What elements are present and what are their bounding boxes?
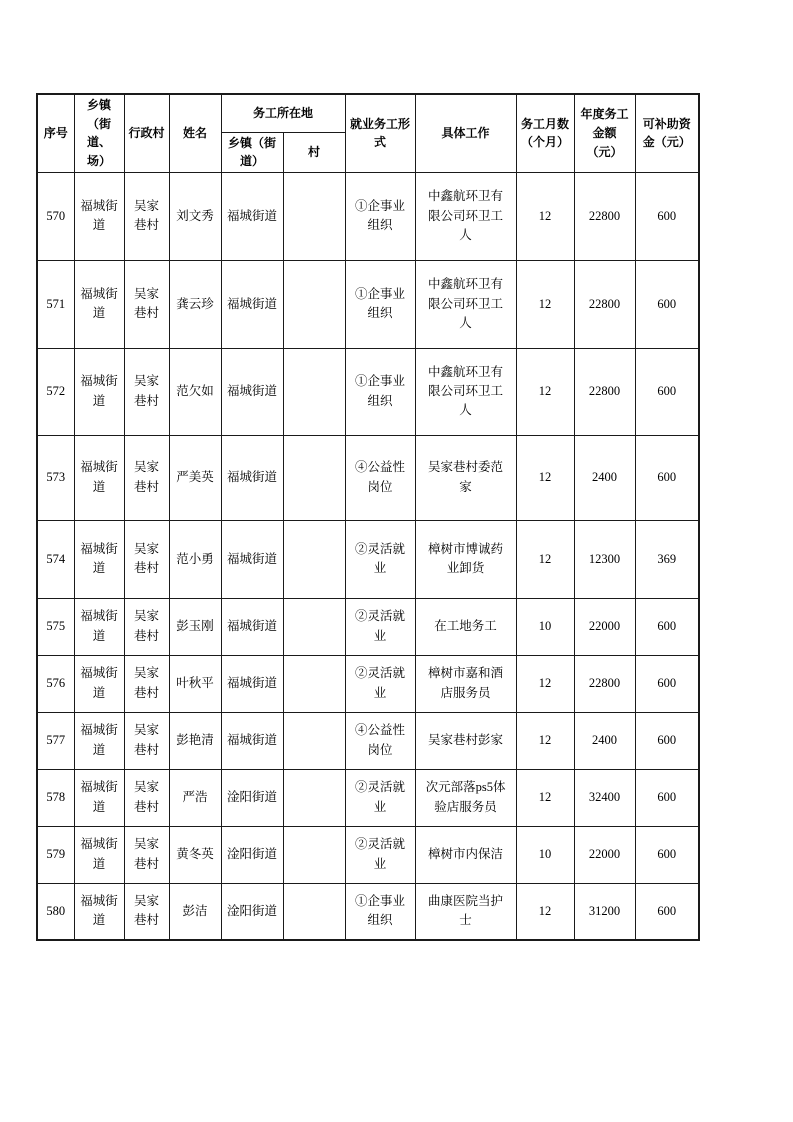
header-specific-work: 具体工作 bbox=[415, 94, 516, 172]
name-cell: 刘文秀 bbox=[169, 172, 221, 260]
annual-amount-cell: 22800 bbox=[574, 348, 635, 435]
employment-form-cell: ②灵活就业 bbox=[345, 520, 415, 598]
table-body bbox=[37, 172, 699, 940]
name-cell: 龚云珍 bbox=[169, 260, 221, 348]
table-row bbox=[37, 435, 699, 520]
subsidy-cell: 600 bbox=[635, 435, 699, 520]
employment-form-cell: ②灵活就业 bbox=[345, 769, 415, 826]
subsidy-cell: 600 bbox=[635, 598, 699, 655]
specific-work-cell: 吴家巷村彭家 bbox=[415, 712, 516, 769]
work-township-cell: 福城街道 bbox=[221, 598, 283, 655]
subsidy-cell: 369 bbox=[635, 520, 699, 598]
specific-work-cell: 樟树市内保洁 bbox=[415, 826, 516, 883]
specific-work-cell: 中鑫航环卫有限公司环卫工人 bbox=[415, 260, 516, 348]
admin-village-cell: 吴家巷村 bbox=[124, 826, 169, 883]
header-annual-amount: 年度务工金额（元） bbox=[574, 94, 635, 172]
work-township-cell: 福城街道 bbox=[221, 712, 283, 769]
annual-amount-cell: 22000 bbox=[574, 598, 635, 655]
township-cell: 福城街道 bbox=[74, 348, 124, 435]
table-row bbox=[37, 883, 699, 940]
seq-cell: 576 bbox=[37, 655, 74, 712]
employment-form-cell: ①企事业组织 bbox=[345, 260, 415, 348]
township-cell: 福城街道 bbox=[74, 172, 124, 260]
name-cell: 叶秋平 bbox=[169, 655, 221, 712]
admin-village-cell: 吴家巷村 bbox=[124, 883, 169, 940]
table-row bbox=[37, 260, 699, 348]
employment-form-cell: ①企事业组织 bbox=[345, 172, 415, 260]
work-village-cell bbox=[283, 712, 345, 769]
specific-work-cell: 次元部落ps5体验店服务员 bbox=[415, 769, 516, 826]
header-township: 乡镇（街道、场） bbox=[74, 94, 124, 172]
subsidy-cell: 600 bbox=[635, 655, 699, 712]
work-village-cell bbox=[283, 260, 345, 348]
admin-village-cell: 吴家巷村 bbox=[124, 435, 169, 520]
employment-form-cell: ①企事业组织 bbox=[345, 348, 415, 435]
header-employment-form: 就业务工形式 bbox=[345, 94, 415, 172]
specific-work-cell: 樟树市博诚药业卸货 bbox=[415, 520, 516, 598]
months-cell: 12 bbox=[516, 883, 574, 940]
employment-subsidy-table bbox=[36, 93, 700, 941]
work-village-cell bbox=[283, 883, 345, 940]
employment-form-cell: ②灵活就业 bbox=[345, 598, 415, 655]
work-village-cell bbox=[283, 435, 345, 520]
table-row bbox=[37, 826, 699, 883]
subsidy-cell: 600 bbox=[635, 348, 699, 435]
name-cell: 彭玉刚 bbox=[169, 598, 221, 655]
name-cell: 彭洁 bbox=[169, 883, 221, 940]
township-cell: 福城街道 bbox=[74, 260, 124, 348]
specific-work-cell: 中鑫航环卫有限公司环卫工人 bbox=[415, 172, 516, 260]
work-township-cell: 淦阳街道 bbox=[221, 826, 283, 883]
seq-cell: 575 bbox=[37, 598, 74, 655]
months-cell: 12 bbox=[516, 712, 574, 769]
annual-amount-cell: 22000 bbox=[574, 826, 635, 883]
work-village-cell bbox=[283, 826, 345, 883]
months-cell: 12 bbox=[516, 769, 574, 826]
header-work-township: 乡镇（街道） bbox=[221, 132, 283, 172]
subsidy-cell: 600 bbox=[635, 712, 699, 769]
name-cell: 黄冬英 bbox=[169, 826, 221, 883]
seq-cell: 577 bbox=[37, 712, 74, 769]
annual-amount-cell: 12300 bbox=[574, 520, 635, 598]
seq-cell: 580 bbox=[37, 883, 74, 940]
table-row bbox=[37, 348, 699, 435]
admin-village-cell: 吴家巷村 bbox=[124, 260, 169, 348]
township-cell: 福城街道 bbox=[74, 435, 124, 520]
admin-village-cell: 吴家巷村 bbox=[124, 598, 169, 655]
township-cell: 福城街道 bbox=[74, 655, 124, 712]
seq-cell: 579 bbox=[37, 826, 74, 883]
header-work-village: 村 bbox=[283, 132, 345, 172]
table-row bbox=[37, 655, 699, 712]
subsidy-cell: 600 bbox=[635, 826, 699, 883]
employment-form-cell: ④公益性岗位 bbox=[345, 712, 415, 769]
header-work-months: 务工月数（个月） bbox=[516, 94, 574, 172]
admin-village-cell: 吴家巷村 bbox=[124, 172, 169, 260]
work-township-cell: 福城街道 bbox=[221, 655, 283, 712]
annual-amount-cell: 22800 bbox=[574, 172, 635, 260]
work-village-cell bbox=[283, 769, 345, 826]
admin-village-cell: 吴家巷村 bbox=[124, 769, 169, 826]
months-cell: 12 bbox=[516, 172, 574, 260]
township-cell: 福城街道 bbox=[74, 769, 124, 826]
seq-cell: 573 bbox=[37, 435, 74, 520]
header-work-location: 务工所在地 bbox=[221, 94, 345, 132]
annual-amount-cell: 2400 bbox=[574, 712, 635, 769]
months-cell: 12 bbox=[516, 520, 574, 598]
admin-village-cell: 吴家巷村 bbox=[124, 520, 169, 598]
table-row bbox=[37, 712, 699, 769]
admin-village-cell: 吴家巷村 bbox=[124, 712, 169, 769]
work-village-cell bbox=[283, 655, 345, 712]
name-cell: 范欠如 bbox=[169, 348, 221, 435]
header-name: 姓名 bbox=[169, 94, 221, 172]
subsidy-cell: 600 bbox=[635, 172, 699, 260]
work-township-cell: 福城街道 bbox=[221, 348, 283, 435]
header-admin-village: 行政村 bbox=[124, 94, 169, 172]
specific-work-cell: 吴家巷村委范家 bbox=[415, 435, 516, 520]
months-cell: 12 bbox=[516, 348, 574, 435]
work-village-cell bbox=[283, 520, 345, 598]
township-cell: 福城街道 bbox=[74, 598, 124, 655]
seq-cell: 578 bbox=[37, 769, 74, 826]
employment-form-cell: ①企事业组织 bbox=[345, 883, 415, 940]
seq-cell: 572 bbox=[37, 348, 74, 435]
table-header bbox=[37, 94, 699, 172]
specific-work-cell: 在工地务工 bbox=[415, 598, 516, 655]
annual-amount-cell: 2400 bbox=[574, 435, 635, 520]
work-township-cell: 淦阳街道 bbox=[221, 883, 283, 940]
work-village-cell bbox=[283, 598, 345, 655]
township-cell: 福城街道 bbox=[74, 520, 124, 598]
months-cell: 12 bbox=[516, 435, 574, 520]
work-township-cell: 福城街道 bbox=[221, 520, 283, 598]
annual-amount-cell: 22800 bbox=[574, 260, 635, 348]
months-cell: 12 bbox=[516, 260, 574, 348]
work-township-cell: 福城街道 bbox=[221, 172, 283, 260]
employment-form-cell: ②灵活就业 bbox=[345, 655, 415, 712]
name-cell: 严浩 bbox=[169, 769, 221, 826]
specific-work-cell: 中鑫航环卫有限公司环卫工人 bbox=[415, 348, 516, 435]
annual-amount-cell: 32400 bbox=[574, 769, 635, 826]
work-village-cell bbox=[283, 172, 345, 260]
table-row bbox=[37, 769, 699, 826]
subsidy-cell: 600 bbox=[635, 260, 699, 348]
months-cell: 10 bbox=[516, 598, 574, 655]
seq-cell: 571 bbox=[37, 260, 74, 348]
employment-form-cell: ②灵活就业 bbox=[345, 826, 415, 883]
work-township-cell: 福城街道 bbox=[221, 260, 283, 348]
subsidy-cell: 600 bbox=[635, 883, 699, 940]
township-cell: 福城街道 bbox=[74, 826, 124, 883]
table-row bbox=[37, 520, 699, 598]
township-cell: 福城街道 bbox=[74, 883, 124, 940]
seq-cell: 570 bbox=[37, 172, 74, 260]
annual-amount-cell: 31200 bbox=[574, 883, 635, 940]
annual-amount-cell: 22800 bbox=[574, 655, 635, 712]
name-cell: 严美英 bbox=[169, 435, 221, 520]
seq-cell: 574 bbox=[37, 520, 74, 598]
table-row bbox=[37, 172, 699, 260]
specific-work-cell: 樟树市嘉和酒店服务员 bbox=[415, 655, 516, 712]
admin-village-cell: 吴家巷村 bbox=[124, 655, 169, 712]
months-cell: 10 bbox=[516, 826, 574, 883]
table-row bbox=[37, 598, 699, 655]
employment-form-cell: ④公益性岗位 bbox=[345, 435, 415, 520]
township-cell: 福城街道 bbox=[74, 712, 124, 769]
specific-work-cell: 曲康医院当护士 bbox=[415, 883, 516, 940]
work-village-cell bbox=[283, 348, 345, 435]
header-seq: 序号 bbox=[37, 94, 74, 172]
header-subsidy: 可补助资金（元） bbox=[635, 94, 699, 172]
work-township-cell: 福城街道 bbox=[221, 435, 283, 520]
work-township-cell: 淦阳街道 bbox=[221, 769, 283, 826]
name-cell: 范小勇 bbox=[169, 520, 221, 598]
subsidy-cell: 600 bbox=[635, 769, 699, 826]
months-cell: 12 bbox=[516, 655, 574, 712]
admin-village-cell: 吴家巷村 bbox=[124, 348, 169, 435]
name-cell: 彭艳清 bbox=[169, 712, 221, 769]
